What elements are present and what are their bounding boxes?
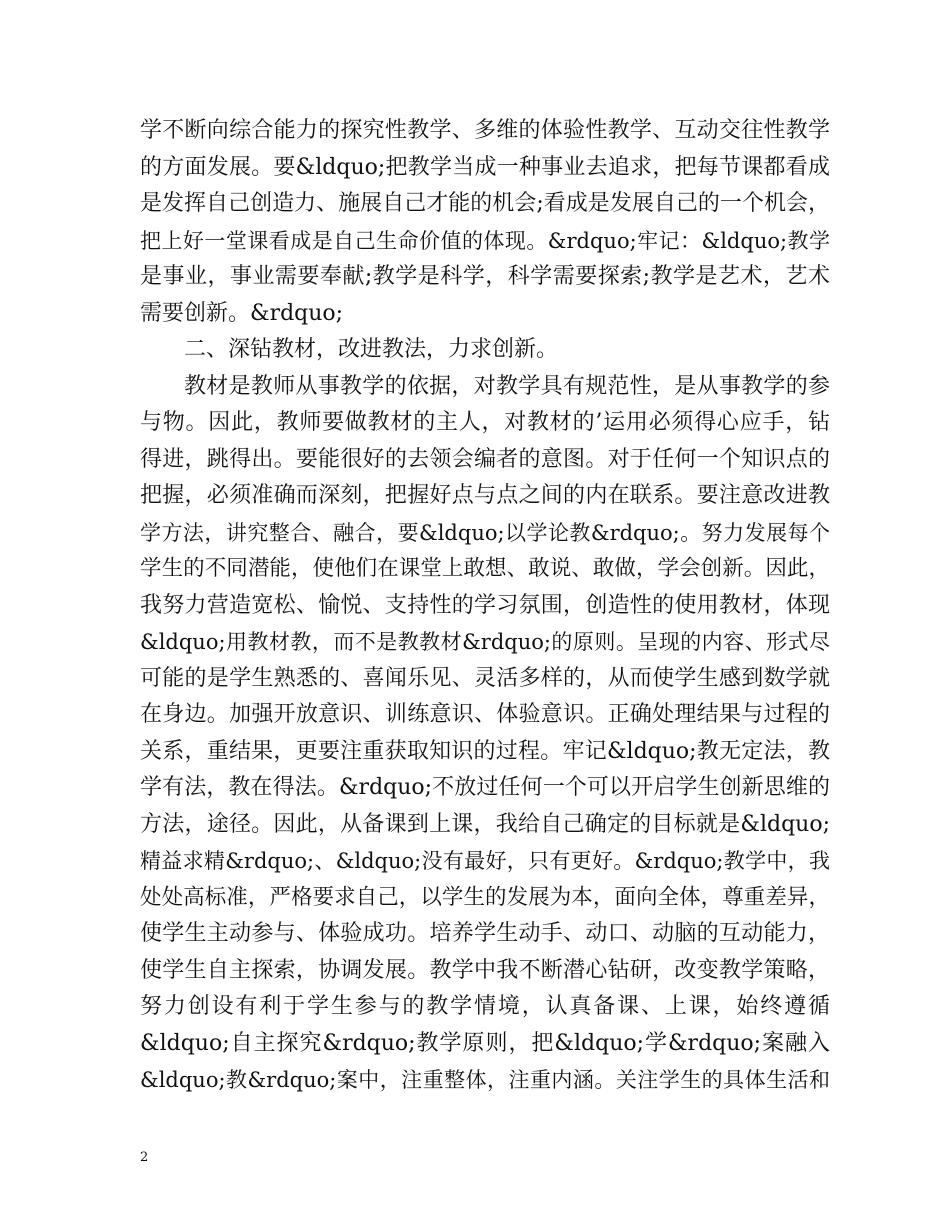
body-text	[140, 113, 830, 1099]
text-line: 是发挥自己创造力、施展自己才能的机会;看成是发展自己的一个机会，	[140, 191, 830, 216]
text-line: 使学生主动参与、体验成功。培养学生动手、动口、动脑的互动能力，	[140, 921, 830, 946]
text-line: 在身边。加强开放意识、训练意识、体验意识。正确处理结果与过程的	[140, 702, 830, 727]
text-line: &ldquo;用教材教，而不是教教材&rdquo;的原则。呈现的内容、形式尽	[140, 630, 830, 654]
text-line: 把上好一堂课看成是自己生命价值的体现。&rdquo;牢记：&ldquo;教学	[140, 228, 830, 253]
text-line: &ldquo;教&rdquo;案中，注重整体，注重内涵。关注学生的具体生活和	[140, 1068, 830, 1092]
text-line: 方法，途径。因此，从备课到上课，我给自己确定的目标就是&ldquo;	[140, 811, 830, 837]
text-line: 是事业，事业需要奉献;教学是科学，科学需要探索;教学是艺术，艺术	[140, 264, 830, 289]
text-line: &ldquo;自主探究&rdquo;教学原则，把&ldquo;学&rdquo;案融入	[140, 1030, 830, 1056]
section-heading: 二、深钻教材，改进教法，力求创新。	[184, 337, 559, 362]
text-line: 使学生自主探索，协调发展。教学中我不断潜心钻研，改变教学策略，	[140, 957, 830, 983]
text-line: 得进，跳得出。要能很好的去领会编者的意图。对于任何一个知识点的	[140, 446, 830, 472]
text-line: 与物。因此，教师要做教材的主人，对教材的’运用必须得心应手，钻	[140, 410, 830, 435]
text-line: 学生的不同潜能，使他们在课堂上敢想、敢说、敢做，学会创新。因此，	[140, 556, 830, 581]
text-line: 处处高标准，严格要求自己，以学生的发展为本，面向全体，尊重差异，	[140, 884, 830, 910]
text-line: 教材是教师从事教学的依据，对教学具有规范性，是从事教学的参	[184, 373, 830, 399]
text-line: 我努力营造宽松、愉悦、支持性的学习氛围，创造性的使用教材，体现	[140, 592, 830, 618]
text-line: 努力创设有利于学生参与的教学情境，认真备课、上课，始终遵循	[140, 994, 830, 1019]
text-line: 精益求精&rdquo;、&ldquo;没有最好，只有更好。&rdquo;教学中，我	[140, 849, 830, 873]
text-line: 把握，必须准确而深刻，把握好点与点之间的内在联系。要注意改进教	[140, 483, 830, 508]
text-line: 学方法，讲究整合、融合，要&ldquo;以学论教&rdquo;。努力发展每个	[140, 520, 830, 545]
text-line: 学有法，教在得法。&rdquo;不放过任何一个可以开启学生创新思维的	[140, 775, 830, 800]
text-line: 的方面发展。要&ldquo;把教学当成一种事业去追求，把每节课都看成	[140, 154, 830, 180]
text-line: 需要创新。&rdquo;	[140, 300, 344, 326]
text-line: 学不断向综合能力的探究性教学、多维的体验性教学、互动交往性教学	[140, 118, 830, 143]
text-line: 关系，重结果，更要注重获取知识的过程。牢记&ldquo;教无定法，教	[140, 738, 830, 764]
text-line: 可能的是学生熟悉的、喜闻乐见、灵活多样的，从而使学生感到数学就	[140, 665, 830, 691]
page-number: 2	[140, 1150, 149, 1165]
